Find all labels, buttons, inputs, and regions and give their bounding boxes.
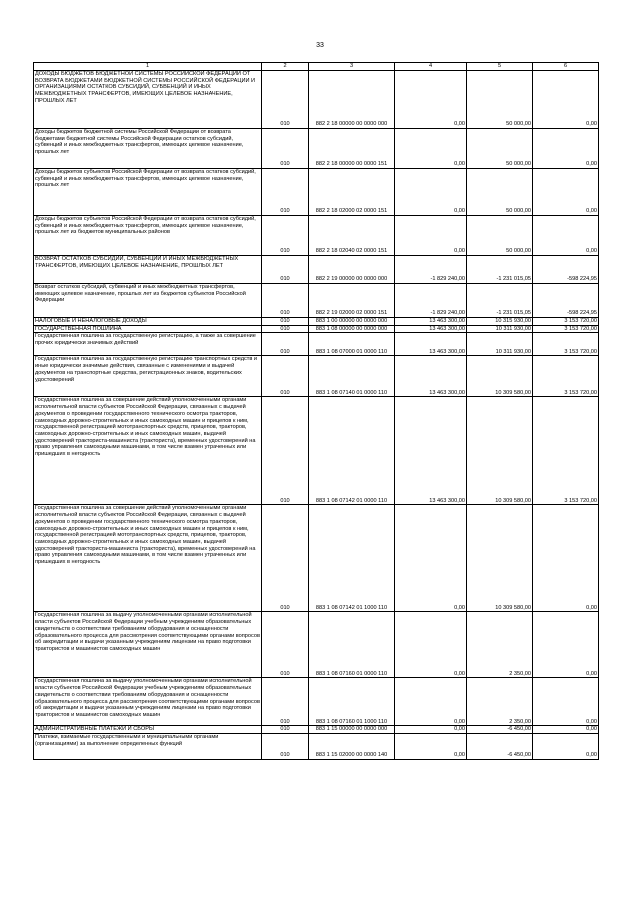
row-description-text: Государственная пошлина за государственную регистрацию, а также за совершение прочих юридически значимых действий xyxy=(35,333,256,347)
row-value-6: 0,00 xyxy=(533,71,599,129)
row-code: 010 xyxy=(262,129,309,169)
row-description-text: Возврат остатков субсидий, субвенций и иных межбюджетных трансфертов, имеющих целевое назначение, прошлых лет из бюджетов субъектов Российской Федерации xyxy=(35,284,246,304)
row-description-text: Государственная пошлина за выдачу уполномоченными органами исполнительной власти субъектов Российской Федерации учебным учреждениям образовательных свидетельств о соответствии требованиям оборудования и оснащенности образовательного процесса для рассмотрения соответствующими органами вопросов об аккредитации и выдачи указанным учреждениям лицензии на право подготовки трактористов и машинистов самоходных машин xyxy=(35,678,260,718)
row-value-4: 13 463 300,00 xyxy=(395,325,467,333)
row-description xyxy=(34,129,262,169)
row-kbk: 883 1 08 07160 01 0000 110 xyxy=(309,612,395,678)
row-description xyxy=(34,333,262,356)
row-code: 010 xyxy=(262,726,309,734)
row-description-text: Доходы бюджетов субъектов Российской Федерации от возврата остатков субсидий, субвенций и иных межбюджетных трансфертов, имеющих целевое назначение, прошлых лет xyxy=(35,169,256,189)
table-row xyxy=(34,505,599,612)
column-header-1: 1 xyxy=(34,63,262,71)
row-value-5: -1 231 015,05 xyxy=(467,256,533,284)
row-code: 010 xyxy=(262,325,309,333)
row-code: 010 xyxy=(262,284,309,318)
row-value-4: 0,00 xyxy=(395,505,467,612)
row-value-6: 3 153 720,00 xyxy=(533,397,599,505)
row-kbk: 883 1 08 07160 01 1000 110 xyxy=(309,678,395,726)
row-kbk: 883 1 08 07140 01 0000 110 xyxy=(309,356,395,397)
row-description xyxy=(34,256,262,284)
row-value-5: -6 450,00 xyxy=(467,734,533,760)
row-description xyxy=(34,325,262,333)
row-kbk: 882 2 19 02000 02 0000 151 xyxy=(309,284,395,318)
row-description-text: Государственная пошлина за совершение действий уполномоченными органами исполнительной власти субъектов Российской Федерации, связанных с выдачей документов о проведении государственного технического осмотра тракторов, самоходных дорожно-строительных и иных самоходных машин и прицепов к ним, государственной регистрацией мототранспортных средств, прицепов, тракторов, самоходных дорожно-строительных и иных самоходных машин, выдачей удостоверений тракториста-машиниста (тракториста), временных удостоверений на право управления самоходными машинами, в том числе взамен утраченных или пришедших в негодность xyxy=(35,397,256,458)
column-header-5: 5 xyxy=(467,63,533,71)
table-row xyxy=(34,169,599,216)
row-value-5: 10 309 580,00 xyxy=(467,356,533,397)
table-row xyxy=(34,129,599,169)
table-row xyxy=(34,256,599,284)
row-value-6: 0,00 xyxy=(533,129,599,169)
row-kbk: 882 2 18 00000 00 0000 000 xyxy=(309,71,395,129)
row-kbk: 883 1 08 00000 00 0000 000 xyxy=(309,325,395,333)
row-value-4: 0,00 xyxy=(395,169,467,216)
row-value-5: 50 000,00 xyxy=(467,216,533,256)
row-value-4: 0,00 xyxy=(395,129,467,169)
row-description-text: Государственная пошлина за выдачу уполномоченными органами исполнительной власти субъектов Российской Федерации учебным учреждениям образовательных свидетельств о соответствии требованиям оборудования и оснащенности образовательного процесса для рассмотрения соответствующими органами вопросов об аккредитации и выдачи указанным учреждениям лицензии на право подготовки трактористов и машинистов самоходных машин xyxy=(35,612,260,652)
row-value-4: 13 463 300,00 xyxy=(395,333,467,356)
table-row xyxy=(34,678,599,726)
row-kbk: 883 1 08 07000 01 0000 110 xyxy=(309,333,395,356)
row-code: 010 xyxy=(262,734,309,760)
table-row xyxy=(34,318,599,326)
row-value-6: -598 224,95 xyxy=(533,256,599,284)
table-row xyxy=(34,356,599,397)
row-value-6: 0,00 xyxy=(533,678,599,726)
row-value-5: 10 309 580,00 xyxy=(467,397,533,505)
row-value-6: 3 153 720,00 xyxy=(533,318,599,326)
row-code: 010 xyxy=(262,612,309,678)
row-description xyxy=(34,216,262,256)
row-description-text: Доходы бюджетов субъектов Российской Федерации от возврата остатков субсидий, субвенций и иных межбюджетных трансфертов, имеющих целевое назначение, прошлых лет из бюджетов муниципальных районов xyxy=(35,216,256,236)
row-description-text: АДМИНИСТРАТИВНЫЕ ПЛАТЕЖИ И СБОРЫ xyxy=(35,726,154,733)
row-value-4: 0,00 xyxy=(395,612,467,678)
row-description xyxy=(34,612,262,678)
row-value-4: 13 463 300,00 xyxy=(395,356,467,397)
column-header-6: 6 xyxy=(533,63,599,71)
row-value-4: 0,00 xyxy=(395,734,467,760)
row-value-4: 0,00 xyxy=(395,71,467,129)
column-header-2: 2 xyxy=(262,63,309,71)
table-row xyxy=(34,333,599,356)
row-value-6: 0,00 xyxy=(533,734,599,760)
row-description xyxy=(34,726,262,734)
budget-table xyxy=(33,62,599,760)
page-number: 33 xyxy=(316,42,324,49)
row-kbk: 883 1 00 00000 00 0000 000 xyxy=(309,318,395,326)
row-description xyxy=(34,505,262,612)
row-description-text: Доходы бюджетов бюджетной системы Российской Федерации от возврата бюджетами бюджетной системы Российской Федерации остатков субсидий, субвенций и иных межбюджетных трансфертов, имеющих целевое назначение, прошлых лет xyxy=(35,129,244,156)
row-kbk: 882 2 18 02000 02 0000 151 xyxy=(309,169,395,216)
row-description xyxy=(34,169,262,216)
row-value-5: -6 450,00 xyxy=(467,726,533,734)
row-value-6: 0,00 xyxy=(533,216,599,256)
row-description xyxy=(34,318,262,326)
row-code: 010 xyxy=(262,333,309,356)
table-row xyxy=(34,284,599,318)
column-header-3: 3 xyxy=(309,63,395,71)
row-value-5: 10 309 580,00 xyxy=(467,505,533,612)
table-header-row xyxy=(34,63,599,71)
row-value-4: -1 829 240,00 xyxy=(395,256,467,284)
row-code: 010 xyxy=(262,397,309,505)
row-code: 010 xyxy=(262,169,309,216)
row-value-4: 0,00 xyxy=(395,678,467,726)
row-value-6: 3 153 720,00 xyxy=(533,356,599,397)
table-row xyxy=(34,71,599,129)
table-row xyxy=(34,734,599,760)
row-value-6: 0,00 xyxy=(533,169,599,216)
row-description-text: Платежи, взимаемые государственными и муниципальными органами (организациями) за выполнение определенных функций xyxy=(35,734,219,747)
table-row xyxy=(34,216,599,256)
row-value-6: 3 153 720,00 xyxy=(533,325,599,333)
row-value-5: 10 311 930,00 xyxy=(467,333,533,356)
table-row xyxy=(34,397,599,505)
row-value-4: 0,00 xyxy=(395,216,467,256)
row-kbk: 882 2 19 00000 00 0000 000 xyxy=(309,256,395,284)
row-code: 010 xyxy=(262,318,309,326)
row-description-text: НАЛОГОВЫЕ И НЕНАЛОГОВЫЕ ДОХОДЫ xyxy=(35,318,147,324)
row-code: 010 xyxy=(262,678,309,726)
row-value-5: -1 231 015,05 xyxy=(467,284,533,318)
row-kbk: 883 1 15 02000 00 0000 140 xyxy=(309,734,395,760)
row-value-5: 50 000,00 xyxy=(467,169,533,216)
row-code: 010 xyxy=(262,505,309,612)
table-row xyxy=(34,325,599,333)
row-description xyxy=(34,734,262,760)
row-description xyxy=(34,356,262,397)
table-row xyxy=(34,612,599,678)
row-value-4: -1 829 240,00 xyxy=(395,284,467,318)
row-value-5: 10 311 930,00 xyxy=(467,325,533,333)
row-description-text: ДОХОДЫ БЮДЖЕТОВ БЮДЖЕТНОЙ СИСТЕМЫ РОССИЙСКОЙ ФЕДЕРАЦИИ ОТ ВОЗВРАТА БЮДЖЕТАМИ БЮДЖЕТНОЙ СИСТЕМЫ РОССИЙСКОЙ ФЕДЕРАЦИИ И ОРГАНИЗАЦИЯМИ ОСТАТКОВ СУБСИДИЙ, СУБВЕНЦИЙ И ИНЫХ МЕЖБЮДЖЕТНЫХ ТРАНСФЕРТОВ, ИМЕЮЩИХ ЦЕЛЕВОЕ НАЗНАЧЕНИЕ, ПРОШЛЫХ ЛЕТ xyxy=(35,71,256,104)
table-row xyxy=(34,726,599,734)
row-value-6: 3 153 720,00 xyxy=(533,333,599,356)
row-value-4: 0,00 xyxy=(395,726,467,734)
row-value-5: 10 315 930,00 xyxy=(467,318,533,326)
row-description xyxy=(34,678,262,726)
row-description xyxy=(34,284,262,318)
row-kbk: 883 1 15 00000 00 0000 000 xyxy=(309,726,395,734)
row-description xyxy=(34,71,262,129)
row-code: 010 xyxy=(262,256,309,284)
row-description-text: Государственная пошлина за государственную регистрацию транспортных средств и иные юридически значимые действия, связанные с изменениями и выдачей документов на транспортные средства, регистрационных знаков, водительских удостоверений xyxy=(35,356,257,383)
row-value-5: 2 350,00 xyxy=(467,612,533,678)
row-value-6: 0,00 xyxy=(533,505,599,612)
row-code: 010 xyxy=(262,216,309,256)
row-kbk: 883 1 08 07142 01 1000 110 xyxy=(309,505,395,612)
row-value-6: 0,00 xyxy=(533,612,599,678)
row-value-4: 13 463 300,00 xyxy=(395,318,467,326)
row-code: 010 xyxy=(262,356,309,397)
row-kbk: 883 1 08 07142 01 0000 110 xyxy=(309,397,395,505)
row-value-5: 2 350,00 xyxy=(467,678,533,726)
row-kbk: 882 2 18 02040 02 0000 151 xyxy=(309,216,395,256)
row-kbk: 882 2 18 00000 00 0000 151 xyxy=(309,129,395,169)
row-value-4: 13 463 300,00 xyxy=(395,397,467,505)
row-description-text: Государственная пошлина за совершение действий уполномоченными органами исполнительной власти субъектов Российской Федерации, связанных с выдачей документов о проведении государственного технического осмотра тракторов, самоходных дорожно-строительных и иных самоходных машин и прицепов к ним, государственной регистрацией мототранспортных средств, прицепов, тракторов, самоходных дорожно-строительных и иных самоходных машин, выдачей удостоверений тракториста-машиниста (тракториста), временных удостоверений на право управления самоходными машинами, в том числе взамен утраченных или пришедших в негодность xyxy=(35,505,256,566)
row-code: 010 xyxy=(262,71,309,129)
row-description-text: ВОЗВРАТ ОСТАТКОВ СУБСИДИЙ, СУБВЕНЦИЙ И ИНЫХ МЕЖБЮДЖЕТНЫХ ТРАНСФЕРТОВ, ИМЕЮЩИХ ЦЕЛЕВОЕ НАЗНАЧЕНИЕ, ПРОШЛЫХ ЛЕТ xyxy=(35,256,239,269)
row-value-5: 50 000,00 xyxy=(467,71,533,129)
row-value-6: 0,00 xyxy=(533,726,599,734)
row-description-text: ГОСУДАРСТВЕННАЯ ПОШЛИНА xyxy=(35,325,122,332)
row-description xyxy=(34,397,262,505)
row-value-5: 50 000,00 xyxy=(467,129,533,169)
row-value-6: -598 224,95 xyxy=(533,284,599,318)
column-header-4: 4 xyxy=(395,63,467,71)
